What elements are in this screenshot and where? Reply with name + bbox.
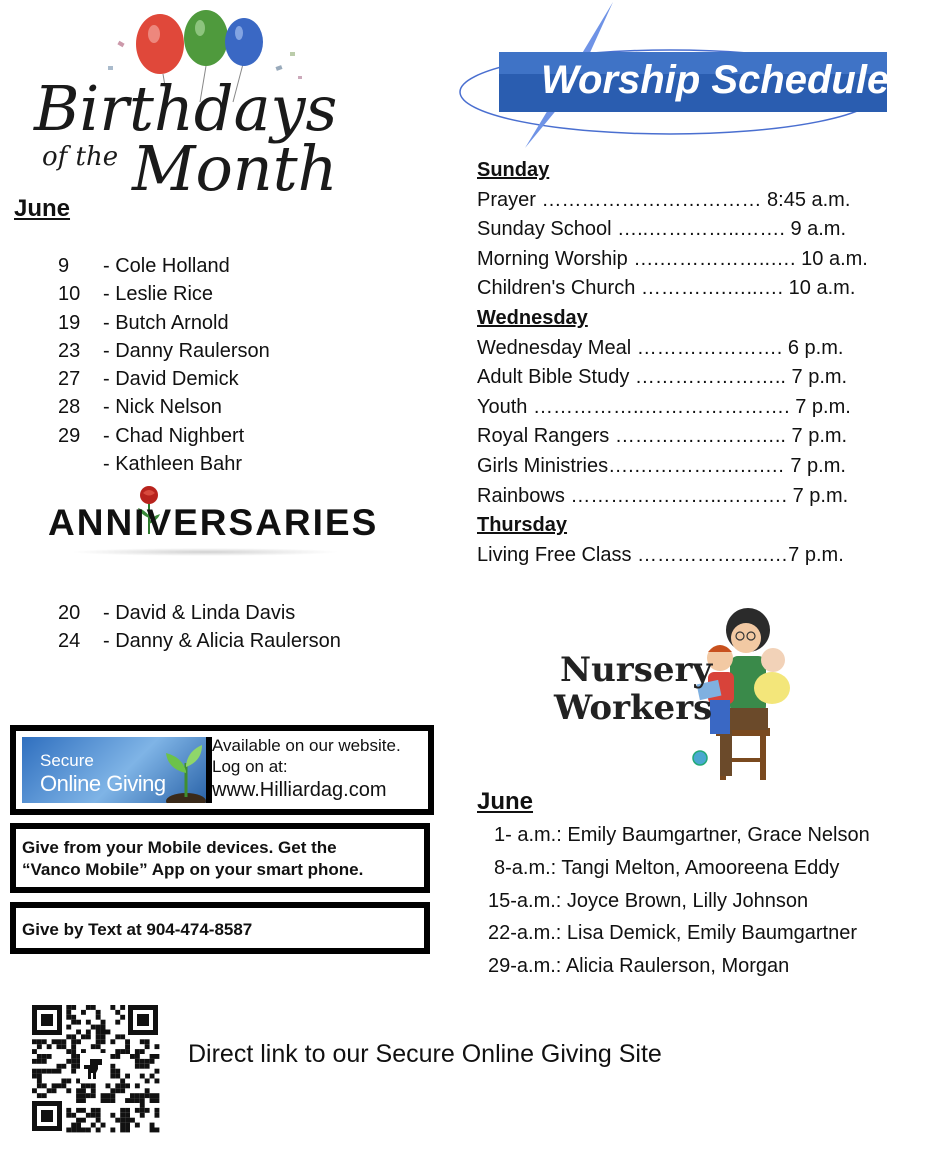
qr-module <box>71 1044 76 1049</box>
qr-module <box>76 1123 81 1128</box>
qr-module <box>91 1113 96 1118</box>
qr-module <box>101 1098 106 1103</box>
mobile-giving-box <box>10 823 430 893</box>
qr-module <box>61 1083 66 1088</box>
qr-module <box>110 1098 115 1103</box>
qr-module <box>71 1005 76 1010</box>
qr-module <box>52 1039 57 1044</box>
qr-module <box>76 1098 81 1103</box>
qr-module <box>140 1113 145 1118</box>
seedling-icon <box>162 739 206 803</box>
qr-module <box>96 1015 101 1020</box>
qr-module <box>81 1088 86 1093</box>
qr-module <box>37 1044 42 1049</box>
worship-header-art <box>455 0 895 150</box>
qr-module <box>125 1039 130 1044</box>
qr-module <box>120 1113 125 1118</box>
qr-module <box>71 1039 76 1044</box>
worship-title: Worship Schedule <box>541 58 890 102</box>
qr-module <box>91 1093 96 1098</box>
qr-module <box>47 1069 52 1074</box>
qr-module <box>96 1034 101 1039</box>
list-item: 22-a.m.: Lisa Demick, Emily Baumgartner <box>488 922 858 945</box>
birthdays-art-line3: Month <box>132 132 338 205</box>
mobile-line1: Give from your Mobile devices. Get the <box>22 838 337 857</box>
qr-module <box>47 1054 52 1059</box>
qr-module <box>91 1123 96 1128</box>
qr-module <box>125 1049 130 1054</box>
qr-module <box>130 1054 135 1059</box>
qr-module <box>86 1083 91 1088</box>
qr-module <box>150 1054 155 1059</box>
qr-module <box>81 1128 86 1133</box>
qr-module <box>37 1069 42 1074</box>
qr-module <box>66 1049 71 1054</box>
qr-module <box>135 1054 140 1059</box>
qr-module <box>125 1113 130 1118</box>
qr-module <box>76 1030 81 1035</box>
qr-module <box>140 1103 145 1108</box>
qr-module <box>81 1108 86 1113</box>
qr-module <box>32 1039 37 1044</box>
qr-module <box>115 1054 120 1059</box>
qr-module <box>145 1088 150 1093</box>
qr-module <box>81 1083 86 1088</box>
qr-module <box>145 1039 150 1044</box>
qr-module <box>145 1079 150 1084</box>
qr-module <box>115 1049 120 1054</box>
info-line2: Log on at: <box>212 757 288 776</box>
qr-module <box>71 1064 76 1069</box>
qr-module <box>76 1088 81 1093</box>
qr-module <box>150 1059 155 1064</box>
qr-module <box>150 1098 155 1103</box>
schedule-day: Sunday <box>477 159 550 181</box>
qr-module <box>140 1093 145 1098</box>
qr-module <box>135 1049 140 1054</box>
list-item: 27 - David Demick <box>58 368 239 391</box>
qr-module <box>145 1108 150 1113</box>
qr-module <box>130 1098 135 1103</box>
nursery-art-line1: Nursery <box>560 650 713 690</box>
qr-module <box>101 1093 106 1098</box>
mobile-line2: “Vanco Mobile” App on your smart phone. <box>22 860 364 879</box>
qr-module <box>61 1064 66 1069</box>
qr-module <box>57 1064 62 1069</box>
qr-module <box>110 1074 115 1079</box>
qr-module <box>150 1123 155 1128</box>
nursery-month: June <box>477 788 534 815</box>
qr-module <box>91 1025 96 1030</box>
qr-module <box>120 1079 125 1084</box>
qr-module <box>106 1098 111 1103</box>
qr-module <box>135 1123 140 1128</box>
qr-module <box>120 1049 125 1054</box>
qr-module <box>76 1020 81 1025</box>
banner-line2: Online Giving <box>40 771 166 796</box>
qr-module <box>57 1069 62 1074</box>
qr-module <box>42 1039 47 1044</box>
qr-module <box>37 1074 42 1079</box>
qr-module <box>61 1044 66 1049</box>
qr-module <box>155 1054 160 1059</box>
qr-module <box>150 1093 155 1098</box>
birthdays-art-line1: Birthdays <box>34 72 338 145</box>
qr-module <box>110 1088 115 1093</box>
anniversaries-title: ANNIVERSARIES <box>48 502 379 543</box>
qr-module <box>140 1059 145 1064</box>
text-giving-line: Give by Text at 904-474-8587 <box>22 920 253 939</box>
qr-module <box>125 1118 130 1123</box>
qr-module <box>37 1093 42 1098</box>
qr-module <box>115 1020 120 1025</box>
qr-module <box>32 1059 37 1064</box>
qr-module <box>101 1030 106 1035</box>
qr-module <box>101 1034 106 1039</box>
qr-module <box>120 1108 125 1113</box>
qr-module <box>76 1039 81 1044</box>
list-item: 23 - Danny Raulerson <box>58 339 270 362</box>
qr-module <box>86 1128 91 1133</box>
qr-module <box>96 1025 101 1030</box>
birthdays-art-line2: of the <box>42 142 119 172</box>
qr-module <box>140 1064 145 1069</box>
qr-module <box>145 1059 150 1064</box>
qr-module <box>66 1059 71 1064</box>
qr-module <box>140 1049 145 1054</box>
schedule-item: Girls Ministries….…………….….… 7 p.m. <box>477 454 846 477</box>
qr-module <box>96 1118 101 1123</box>
qr-module <box>155 1079 160 1084</box>
nursery-header-art <box>548 600 818 790</box>
qr-module <box>81 1010 86 1015</box>
qr-module <box>52 1088 57 1093</box>
banner-line1: Secure <box>40 751 94 770</box>
qr-module <box>115 1118 120 1123</box>
schedule-item: Morning Worship ….……………..…. 10 a.m. <box>477 247 868 270</box>
qr-module <box>91 1083 96 1088</box>
qr-module <box>37 1059 42 1064</box>
anniversaries-shadow <box>70 548 340 556</box>
qr-module <box>96 1010 101 1015</box>
qr-module <box>86 1005 91 1010</box>
qr-module <box>135 1098 140 1103</box>
qr-module <box>120 1118 125 1123</box>
qr-module <box>91 1044 96 1049</box>
qr-module <box>81 1093 86 1098</box>
qr-module <box>66 1015 71 1020</box>
qr-module <box>47 1044 52 1049</box>
qr-module <box>52 1069 57 1074</box>
qr-module <box>110 1093 115 1098</box>
qr-module <box>125 1044 130 1049</box>
birthday-list <box>58 252 270 478</box>
qr-module <box>57 1083 62 1088</box>
qr-module <box>66 1005 71 1010</box>
qr-module <box>66 1034 71 1039</box>
list-item: 24 - Danny & Alicia Raulerson <box>58 630 341 653</box>
qr-module <box>42 1083 47 1088</box>
schedule-item: Prayer …………………………… 8:45 a.m. <box>477 188 851 211</box>
qr-module <box>125 1108 130 1113</box>
qr-module <box>125 1074 130 1079</box>
schedule-item: Adult Bible Study ………………….. 7 p.m. <box>477 366 848 389</box>
qr-module <box>66 1113 71 1118</box>
qr-module <box>155 1128 160 1133</box>
qr-module <box>71 1113 76 1118</box>
birthdays-header-art <box>28 4 388 214</box>
qr-module <box>86 1113 91 1118</box>
qr-module <box>66 1088 71 1093</box>
qr-module <box>81 1034 86 1039</box>
qr-module <box>71 1128 76 1133</box>
qr-module <box>120 1005 125 1010</box>
qr-module <box>71 1123 76 1128</box>
qr-module <box>32 1069 37 1074</box>
list-item: 8-a.m.: Tangi Melton, Amooreena Eddy <box>494 856 840 879</box>
qr-module <box>110 1039 115 1044</box>
qr-module <box>61 1079 66 1084</box>
qr-module <box>66 1128 71 1133</box>
qr-module <box>71 1059 76 1064</box>
qr-module <box>101 1123 106 1128</box>
list-item: 28 - Nick Nelson <box>58 396 222 419</box>
qr-module <box>135 1083 140 1088</box>
qr-module <box>96 1044 101 1049</box>
qr-module <box>115 1074 120 1079</box>
qr-module <box>106 1030 111 1035</box>
qr-module <box>86 1030 91 1035</box>
qr-module <box>32 1074 37 1079</box>
qr-module <box>86 1034 91 1039</box>
qr-module <box>76 1108 81 1113</box>
list-item: 29 - Chad Nighbert <box>58 424 245 447</box>
qr-module <box>76 1118 81 1123</box>
qr-module <box>110 1128 115 1133</box>
qr-module <box>115 1069 120 1074</box>
qr-module <box>155 1098 160 1103</box>
qr-module <box>145 1044 150 1049</box>
qr-module <box>71 1054 76 1059</box>
anniversary-list <box>58 599 341 656</box>
giving-info <box>212 735 401 801</box>
qr-module <box>42 1093 47 1098</box>
qr-module <box>47 1088 52 1093</box>
online-giving-box <box>10 725 434 815</box>
qr-module <box>110 1054 115 1059</box>
schedule-item: Sunday School …..…………..……. 9 a.m. <box>477 218 847 241</box>
qr-module <box>96 1108 101 1113</box>
qr-module <box>32 1049 37 1054</box>
qr-module <box>66 1079 71 1084</box>
qr-module <box>155 1069 160 1074</box>
qr-module <box>155 1108 160 1113</box>
qr-module <box>125 1128 130 1133</box>
qr-module <box>76 1093 81 1098</box>
schedule-item: Wednesday Meal …………………. 6 p.m. <box>477 336 844 359</box>
schedule-item: Youth ……………..…………………. 7 p.m. <box>477 395 851 418</box>
qr-module <box>155 1044 160 1049</box>
qr-module <box>86 1093 91 1098</box>
qr-module <box>96 1113 101 1118</box>
qr-module <box>115 1010 120 1015</box>
qr-module <box>37 1054 42 1059</box>
worship-schedule <box>477 156 868 570</box>
qr-module <box>37 1039 42 1044</box>
qr-module <box>57 1044 62 1049</box>
list-item: 29-a.m.: Alicia Raulerson, Morgan <box>488 955 790 978</box>
qr-module <box>120 1123 125 1128</box>
list-item: 1- a.m.: Emily Baumgartner, Grace Nelson <box>494 824 870 846</box>
qr-module <box>81 1098 86 1103</box>
qr-module <box>125 1123 130 1128</box>
qr-module <box>96 1128 101 1133</box>
text-giving-box <box>10 902 430 954</box>
qr-module <box>76 1128 81 1133</box>
nursery-art-line2: Workers <box>554 688 713 728</box>
birthdays-month: June <box>14 195 71 222</box>
qr-module <box>115 1088 120 1093</box>
qr-module <box>42 1069 47 1074</box>
qr-module <box>101 1020 106 1025</box>
list-item: 20 - David & Linda Davis <box>58 602 296 624</box>
qr-module <box>135 1064 140 1069</box>
qr-module <box>42 1054 47 1059</box>
qr-module <box>96 1030 101 1035</box>
qr-module <box>66 1108 71 1113</box>
list-item: 9 - Cole Holland <box>58 255 230 277</box>
info-line1: Available on our website. <box>212 736 401 755</box>
schedule-day: Thursday <box>477 514 568 537</box>
qr-module <box>110 1005 115 1010</box>
nursery-list <box>488 819 870 983</box>
qr-code-icon[interactable] <box>30 1003 160 1133</box>
qr-module <box>140 1098 145 1103</box>
qr-module <box>150 1074 155 1079</box>
qr-module <box>32 1088 37 1093</box>
qr-module <box>140 1108 145 1113</box>
schedule-item: Children's Church ………….…..…. 10 a.m. <box>477 277 856 300</box>
direct-link-text: Direct link to our Secure Online Giving Site <box>188 1040 662 1068</box>
qr-module <box>86 1020 91 1025</box>
qr-module <box>150 1128 155 1133</box>
qr-module <box>130 1118 135 1123</box>
qr-module <box>125 1083 130 1088</box>
qr-module <box>101 1025 106 1030</box>
schedule-day: Wednesday <box>477 306 588 329</box>
qr-module <box>91 1005 96 1010</box>
qr-module <box>66 1025 71 1030</box>
qr-module <box>135 1093 140 1098</box>
qr-module <box>57 1039 62 1044</box>
qr-module <box>140 1074 145 1079</box>
qr-module <box>91 1108 96 1113</box>
list-item: 10 - Leslie Rice <box>58 283 214 306</box>
qr-module <box>110 1064 115 1069</box>
secure-giving-banner[interactable] <box>22 737 212 803</box>
qr-module <box>71 1049 76 1054</box>
website-link[interactable]: www.Hilliardag.com <box>212 779 387 801</box>
qr-module <box>140 1039 145 1044</box>
qr-module <box>115 1034 120 1039</box>
qr-module <box>81 1118 86 1123</box>
qr-module <box>155 1113 160 1118</box>
qr-module <box>145 1064 150 1069</box>
qr-module <box>115 1083 120 1088</box>
qr-module <box>91 1088 96 1093</box>
qr-module <box>61 1039 66 1044</box>
qr-module <box>155 1093 160 1098</box>
qr-module <box>37 1079 42 1084</box>
qr-module <box>101 1039 106 1044</box>
qr-module <box>37 1083 42 1088</box>
qr-module <box>120 1015 125 1020</box>
qr-module <box>120 1034 125 1039</box>
qr-module <box>130 1093 135 1098</box>
qr-module <box>71 1020 76 1025</box>
schedule-item: Rainbows …………………..………. 7 p.m. <box>477 484 849 507</box>
schedule-item: Royal Rangers …………………….. 7 p.m. <box>477 425 848 448</box>
qr-module <box>120 1083 125 1088</box>
qr-module <box>42 1059 47 1064</box>
qr-module <box>120 1088 125 1093</box>
list-item: 15-a.m.: Joyce Brown, Lilly Johnson <box>488 889 809 912</box>
qr-module <box>96 1039 101 1044</box>
qr-module <box>125 1098 130 1103</box>
qr-module <box>71 1069 76 1074</box>
qr-module <box>135 1108 140 1113</box>
qr-module <box>145 1093 150 1098</box>
qr-module <box>66 1010 71 1015</box>
qr-module <box>135 1059 140 1064</box>
list-item: - Kathleen Bahr <box>103 453 242 476</box>
qr-module <box>52 1083 57 1088</box>
qr-module <box>110 1113 115 1118</box>
qr-module <box>110 1069 115 1074</box>
qr-module <box>71 1034 76 1039</box>
qr-module <box>106 1093 111 1098</box>
qr-module <box>106 1083 111 1088</box>
list-item: 19 - Butch Arnold <box>58 311 229 334</box>
qr-module <box>71 1015 76 1020</box>
qr-module <box>120 1128 125 1133</box>
schedule-item: Living Free Class ………………..…7 p.m. <box>477 543 844 566</box>
